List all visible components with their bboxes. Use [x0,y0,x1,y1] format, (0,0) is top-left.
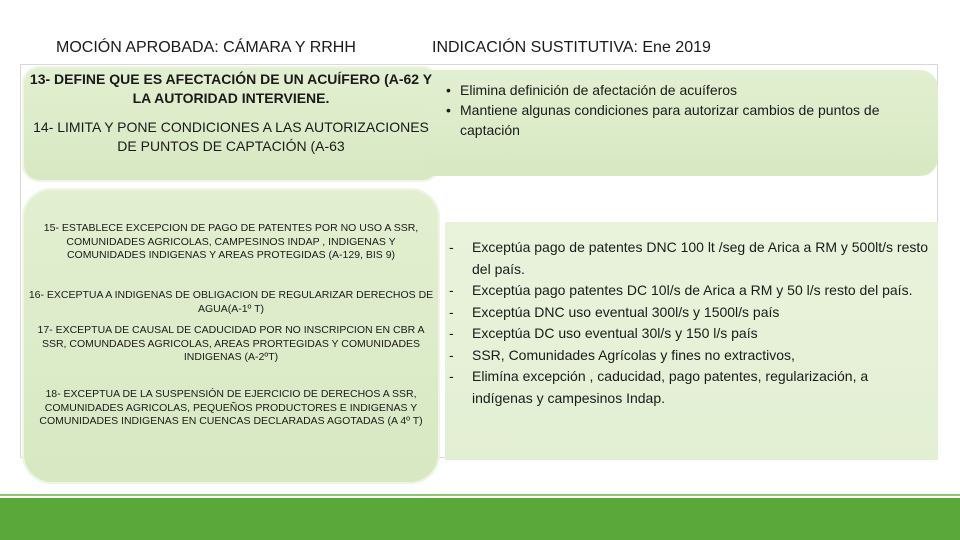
list-item: - Exceptúa DC uso eventual 30l/s y 150 l/s país [449,323,931,345]
footer-bar [0,498,960,540]
left-column-header: MOCIÓN APROBADA: CÁMARA Y RRHH [56,39,356,56]
item-17-text: 17- EXCEPTUA DE CAUSAL DE CADUCIDAD POR NO INSCRIPCION EN CBR A SSR, COMUNDADES AGRICOLAS, AREAS PRORTEGIDAS Y COMUNIDADES INDIGENAS (A-2ºT) [37,324,425,363]
list-item: • Elimina definición de afectación de acuíferos [446,80,926,100]
list-item: - Elimína excepción , caducidad, pago patentes, regularización, a indígenas y campesinos Indap. [449,366,931,409]
right-column-header: INDICACIÓN SUSTITUTIVA: Ene 2019 [432,39,711,56]
item-13-text: 13- DEFINE QUE ES AFECTACIÓN DE UN ACUÍFERO (A-62 Y LA AUTORIDAD INTERVIENE. [29,71,433,106]
list-item: • Mantiene algunas condiciones para autorizar cambios de puntos de captación [446,100,926,140]
list-item: - SSR, Comunidades Agrícolas y fines no extractivos, [449,345,931,367]
right-top-bullet-list [446,80,926,140]
item-14-text: 14- LIMITA Y PONE CONDICIONES A LAS AUTORIZACIONES DE PUNTOS DE CAPTACIÓN (A-63 [33,119,429,154]
footer-divider [0,494,960,496]
right-bottom-dash-list [449,237,931,409]
list-item: - Exceptúa DNC uso eventual 300l/s y 1500l/s país [449,302,931,324]
item-16-text: 16- EXCEPTUA A INDIGENAS DE OBLIGACION DE REGULARIZAR DERECHOS DE AGUA(A-1º T) [28,289,434,315]
list-item: - Exceptúa pago patentes DC 10l/s de Arica a RM y 50 l/s resto del país. [449,280,931,302]
list-item: - Exceptúa pago de patentes DNC 100 lt /seg de Arica a RM y 500lt/s resto del país. [449,237,931,280]
item-15-text: 15- ESTABLECE EXCEPCION DE PAGO DE PATENTES POR NO USO A SSR, COMUNIDADES AGRICOLAS, CAMPESINOS INDAP , INDIGENAS Y COMUNIDADES INDIGENAS Y AREAS PROTEGIDAS (A-129, BIS 9) [43,222,419,261]
item-18-text: 18- EXCEPTUA DE LA SUSPENSIÓN DE EJERCICIO DE DERECHOS A SSR, COMUNIDADES AGRICOLAS, PEQUEÑOS PRODUCTORES E INDIGENAS Y COMUNIDADES INDIGENAS EN CUENCAS DECLARADAS AGOTADAS (A 4º T) [39,388,423,427]
